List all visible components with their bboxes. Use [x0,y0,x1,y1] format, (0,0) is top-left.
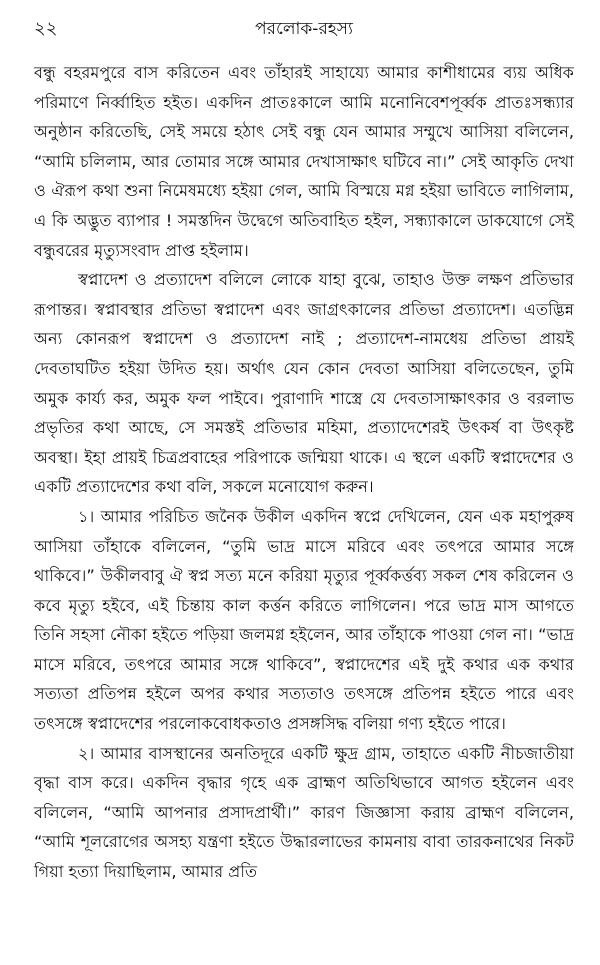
paragraph-3: ১। আমার পরিচিত জনৈক উকীল একদিন স্বপ্নে দেখিলেন, যেন এক মহাপুরুষ আসিয়া তাঁহাকে বলিলেন, “তুমি ভাদ্র মাসে মরিবে এবং তৎপরে আমার সঙ্গে থাকিবে।” উকীলবাবু ঐ স্বপ্ন সত্য মনে করিয়া মৃত্যুর পূর্ব্বকর্ত্তব্য সকল শেষ করিলেন ও কবে মৃত্যু হইবে, এই চিন্তায় কাল কর্ত্তন করিতে লাগিলেন। পরে ভাদ্র মাস আগতে তিনি সহসা নৌকা হইতে পড়িয়া জলমগ্ন হইলেন, আর তাঁহাকে পাওয়া গেল না। “ভাদ্র মাসে মরিবে, তৎপরে আমার সঙ্গে থাকিবে”, স্বপ্নাদেশের এই দুই কথার এক কথার সত্যতা প্রতিপন্ন হইলে অপর কথার সত্যতাও তৎসঙ্গে প্রতিপন্ন হইতে পারে এবং তৎসঙ্গে স্বপ্নাদেশের পরলোকবোধকতাও প্রসঙ্গসিদ্ধ বলিয়া গণ্য হইতে পারে। [34,506,574,734]
page-number: ২২ [34,18,58,39]
page-header [34,14,574,48]
body-text [34,58,574,887]
paragraph-2: স্বপ্নাদেশ ও প্রত্যাদেশ বলিলে লোকে যাহা বুঝে, তাহাও উক্ত লক্ষণ প্রতিভার রূপান্তর। স্বপ্নাবস্থার প্রতিভা স্বপ্নাদেশ এবং জাগ্রৎকালের প্রতিভা প্রত্যাদেশ। এতদ্ভিন্ন অন্য কোনরূপ স্বপ্নাদেশ ও প্রত্যাদেশ নাই ; প্রত্যাদেশ-নামধেয় প্রতিভা প্রায়ই দেবতাঘটিত হইয়া উদিত হয়। অর্থাৎ যেন কোন দেবতা আসিয়া বলিতেছেন, তুমি অমুক কার্য্য কর, অমুক ফল পাইবে। পুরাণাদি শাস্ত্রে যে দেবতাসাক্ষাৎকার ও বরলাভ প্রভৃতির কথা আছে, সে সমস্তই প্রতিভার মহিমা, প্রত্যাদেশেরই উৎকর্ষ বা উৎকৃষ্ট অবস্থা। ইহা প্রায়ই চিত্রপ্রবাহের পরিপাকে জন্মিয়া থাকে। এ স্থলে একটি স্বপ্নাদেশের ও একটি প্রত্যাদেশের কথা বলি, সকলে মনোযোগ করুন। [34,270,574,497]
paragraph-4: ২। আমার বাসস্থানের অনতিদূরে একটি ক্ষুদ্র গ্রাম, তাহাতে একটি নীচজাতীয়া বৃদ্ধা বাস করে। একদিন বৃদ্ধার গৃহে এক ব্রাহ্মণ অতিথিভাবে আগত হইলেন এবং বলিলেন, “আমি আপনার প্রসাদপ্রার্থী।” কারণ জিজ্ঞাসা করায় ব্রাহ্মণ বলিলেন, “আমি শূলরোগের অসহ্য যন্ত্রণা হইতে উদ্ধারলাভের কামনায় বাবা তারকনাথের নিকট গিয়া হত্যা দিয়াছিলাম, আমার প্রতি [34,743,574,882]
running-title: পরলোক-রহস্য [255,19,353,39]
paragraph-1: বন্ধু বহরমপুরে বাস করিতেন এবং তাঁহারই সাহায্যে আমার কাশীধামের ব্যয় অধিক পরিমাণে নির্ব্বাহিত হইত। একদিন প্রাতঃকালে আমি মনোনিবেশপূর্ব্বক প্রাতঃসন্ধ্যার অনুষ্ঠান করিতেছি, সেই সময়ে হঠাৎ সেই বন্ধু যেন আমার সম্মুখে আসিয়া বলিলেন, “আমি চলিলাম, আর তোমার সঙ্গে আমার দেখাসাক্ষাৎ ঘটিবে না।” সেই আকৃতি দেখা ও ঐরূপ কথা শুনা নিমেষমধ্যে হইয়া গেল, আমি বিস্ময়ে মগ্ন হইয়া ভাবিতে লাগিলাম, এ কি অদ্ভুত ব্যাপার ! সমস্তদিন উদ্বেগে অতিবাহিত হইল, সন্ধ্যাকালে ডাকযোগে সেই বন্ধুবরের মৃত্যুসংবাদ প্রাপ্ত হইলাম। [34,63,574,260]
